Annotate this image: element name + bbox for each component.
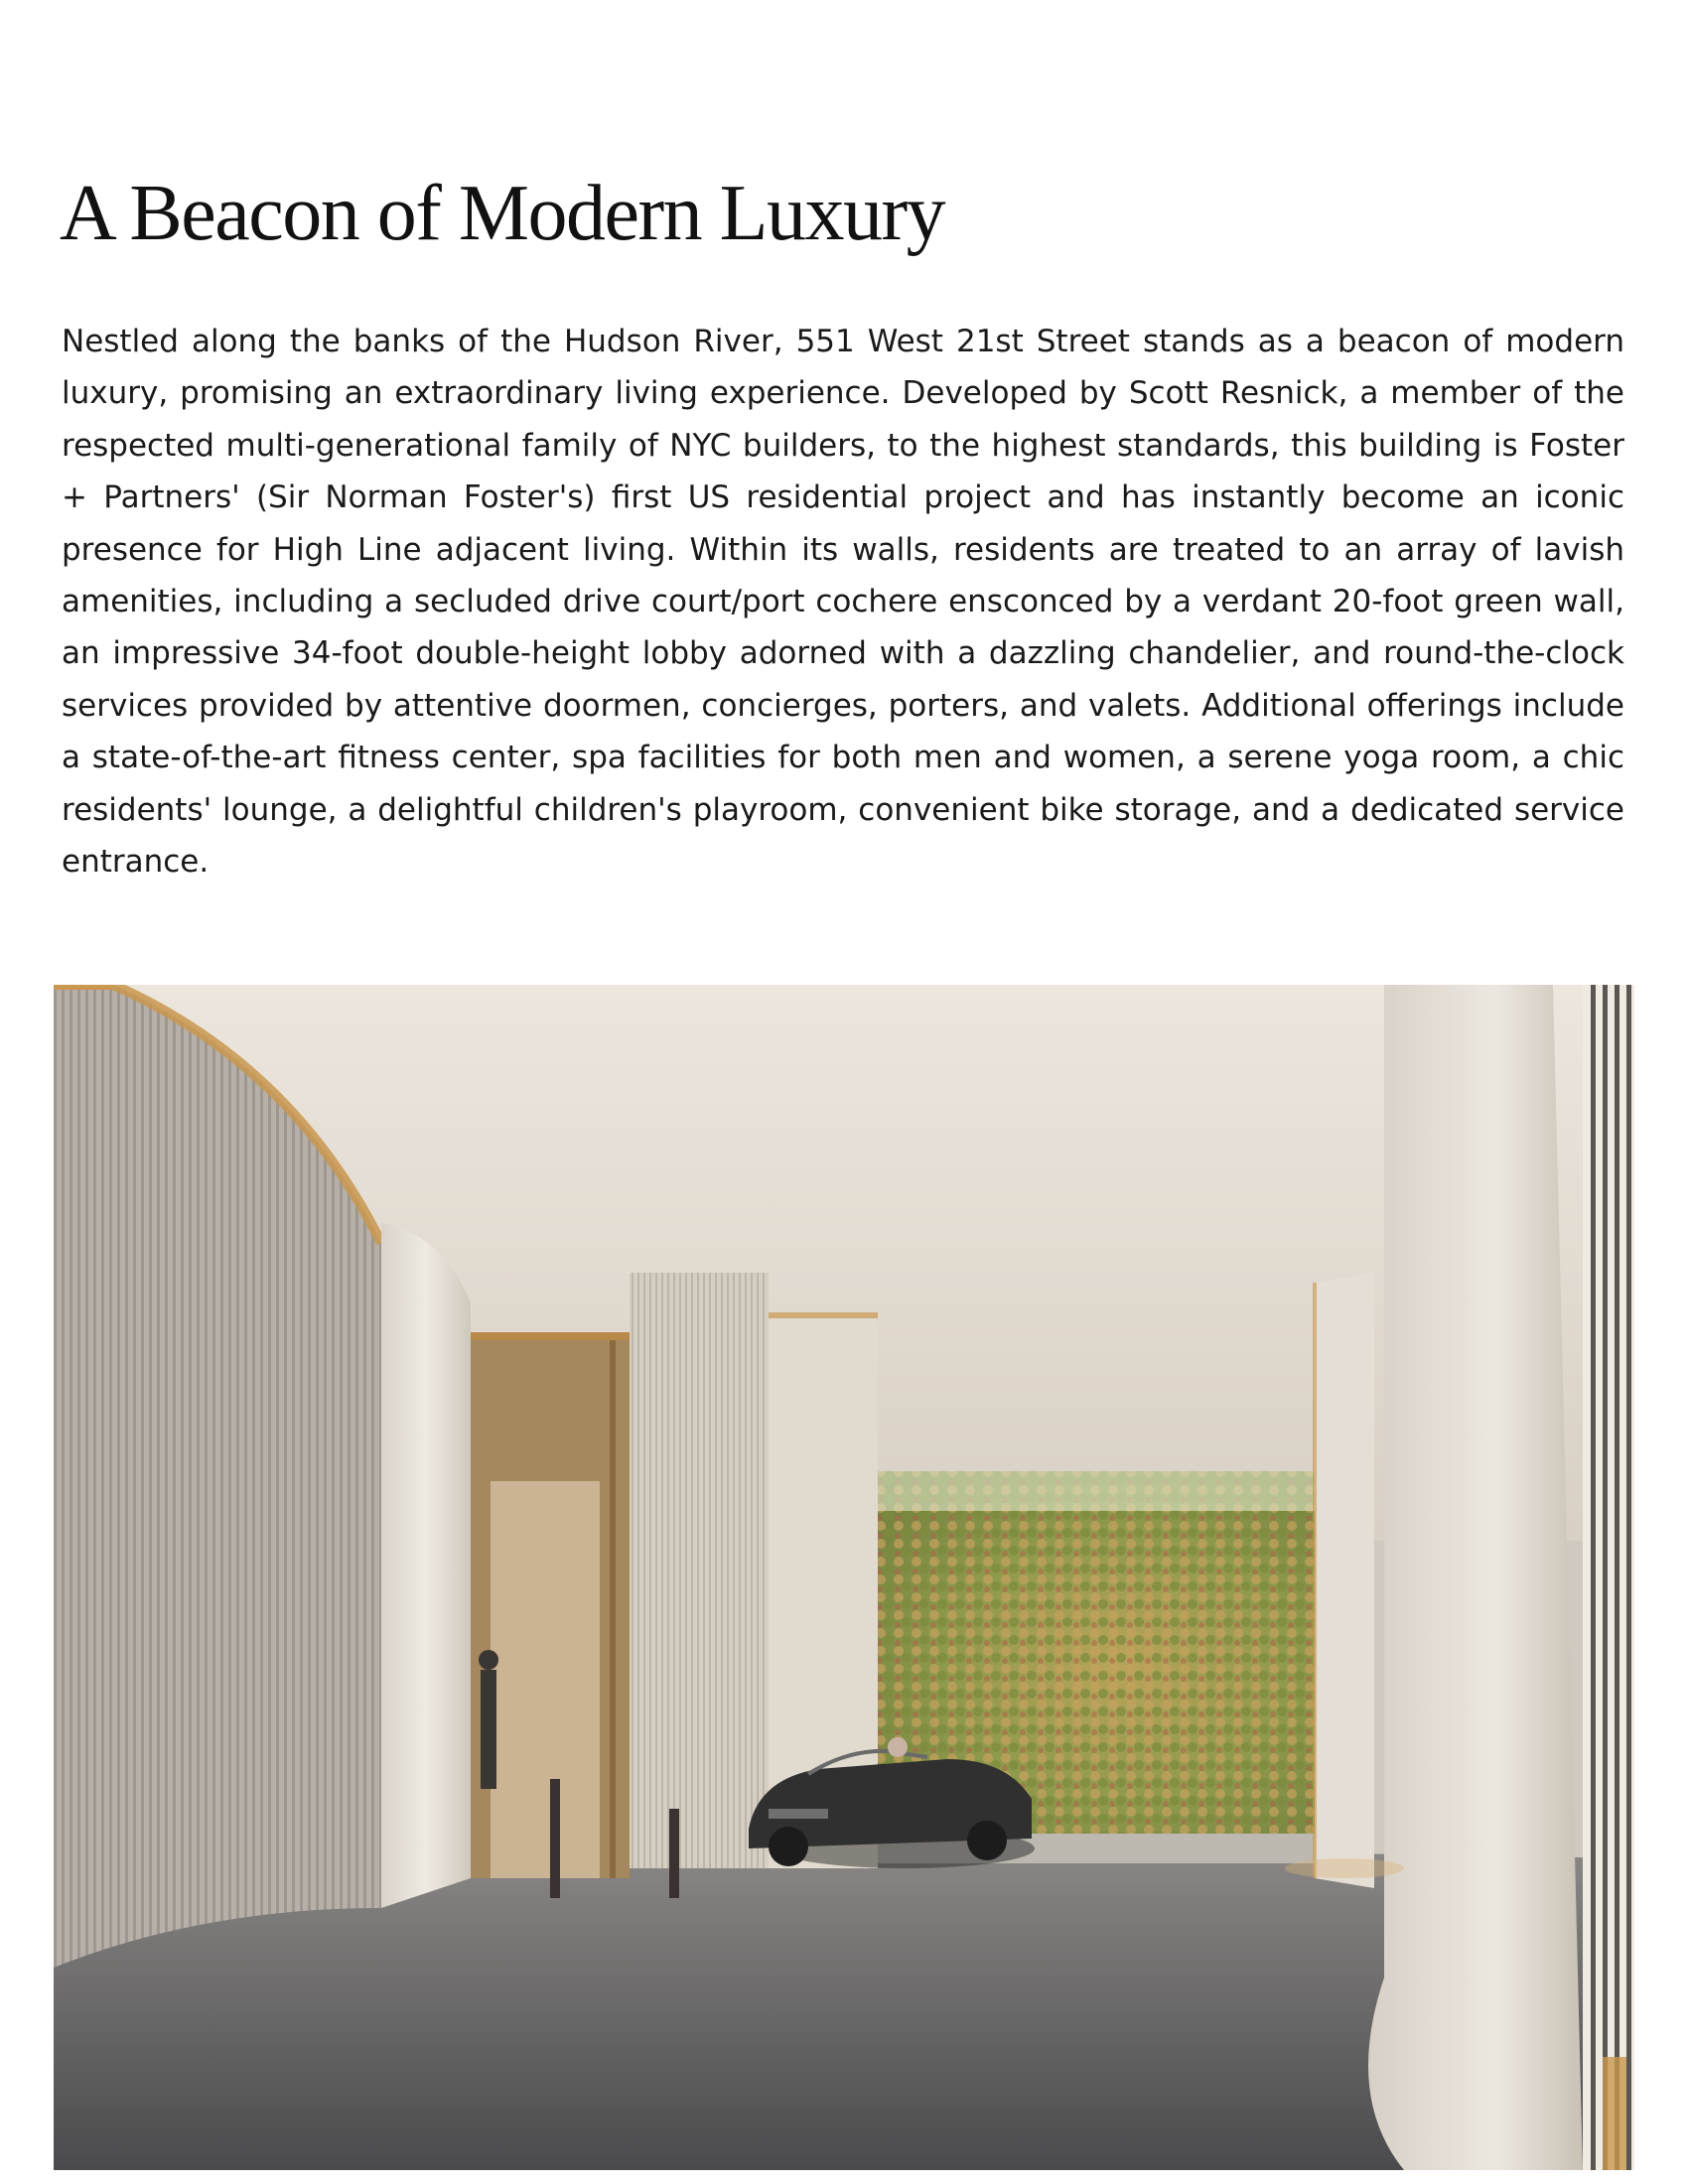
drive-court-photo (54, 985, 1634, 2170)
body-paragraph: Nestled along the banks of the Hudson River, 551 West 21st Street stands as a beacon of modern luxury, promising an extraordinary living experience. Developed by Scott Resnick, a member of the respected multi-generational family of NYC builders, to the highest standards, this building is Foster + Partners' (Sir Norman Foster's) first US residential project and has instantly become an iconic presence for High Line adjacent living. Within its walls, residents are treated to an array of lavish amenities, including a secluded drive court/port cochere ensconced by a verdant 20-foot green wall, an impressive 34-foot double-height lobby adorned with a dazzling chandelier, and round-the-clock services provided by attentive doormen, concierges, porters, and valets. Additional offerings include a state-of-the-art fitness center, spa facilities for both men and women, a serene yoga room, a chic residents' lounge, a delightful children's playroom, convenient bike storage, and a dedicated service entrance. (62, 324, 1624, 881)
page-title: A Beacon of Modern Luxury (60, 170, 945, 257)
